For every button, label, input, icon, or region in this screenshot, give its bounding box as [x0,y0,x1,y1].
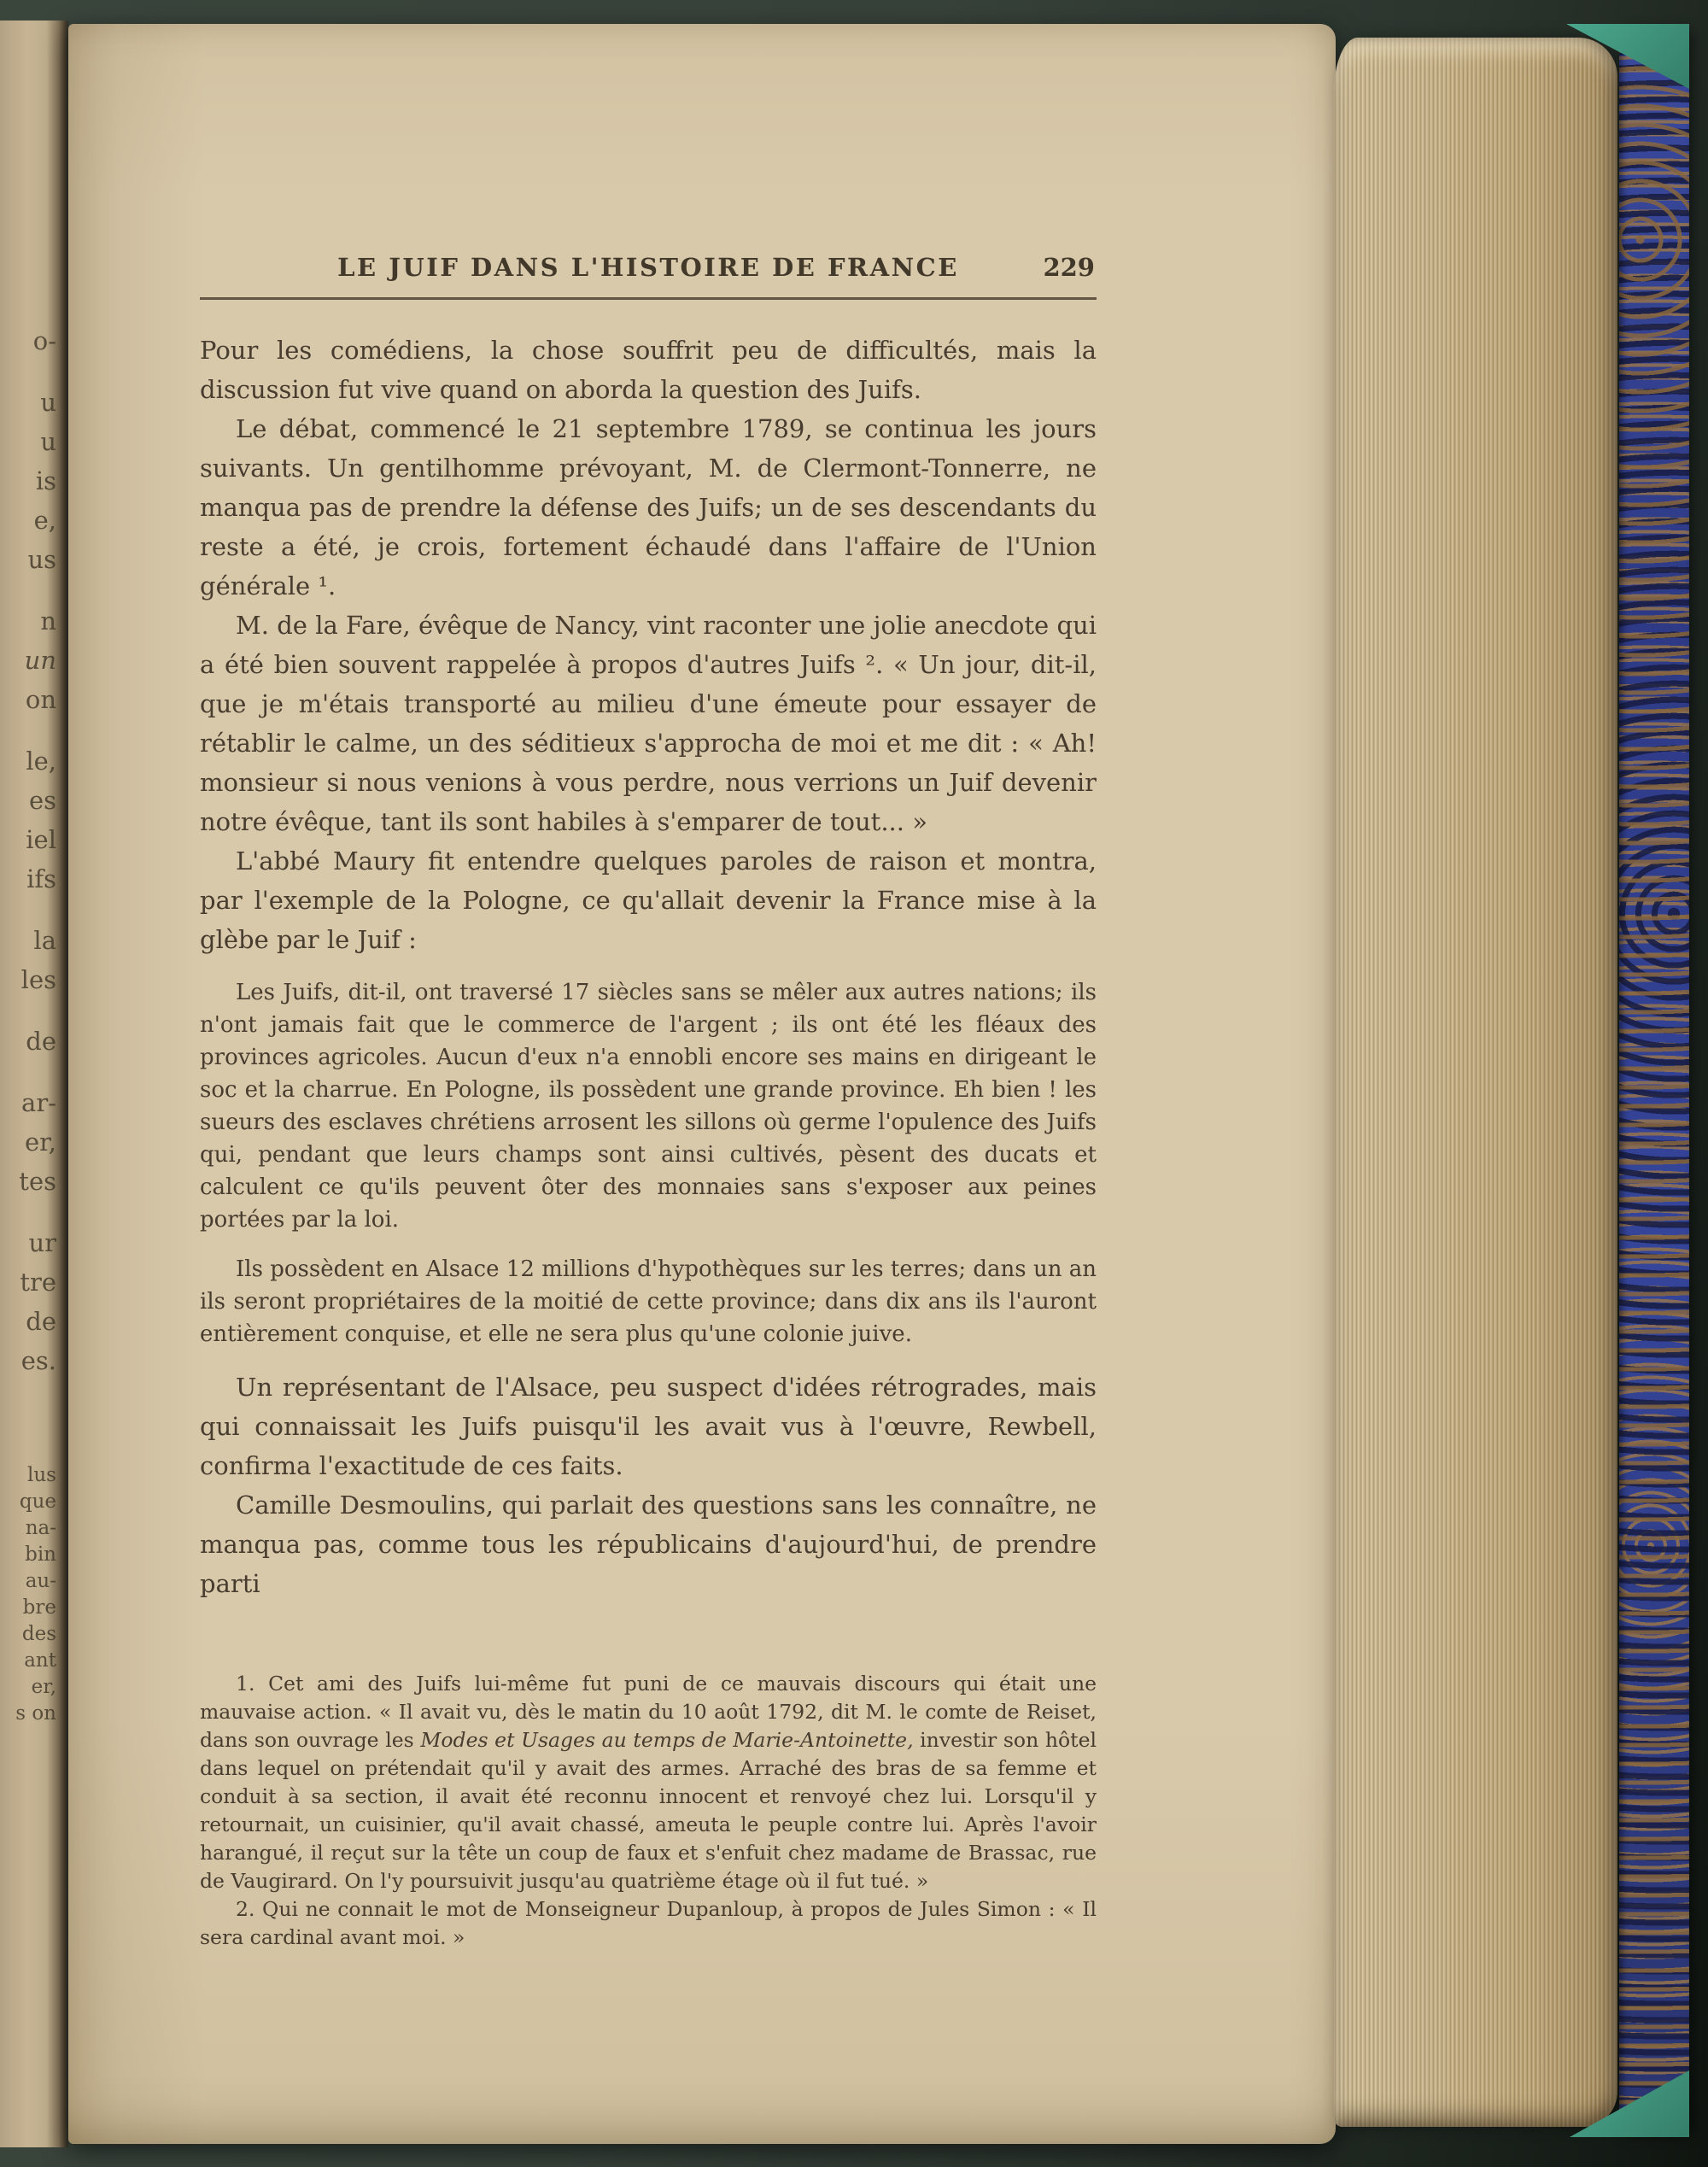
body-text [200,331,1097,1603]
paragraph: L'abbé Maury fit entendre quelques paroles de raison et montra, par l'exemple de la Pologne, ce qu'allait devenir la France mise à la glèbe par le Juif : [200,846,1097,954]
marbled-cover-edge [1619,29,1689,2135]
footnotes [200,1670,1097,1952]
text-fragment: er, [24,1127,56,1157]
text-fragment: es [28,786,56,815]
text-fragment: la [33,926,56,955]
text-fragment: au- [25,1570,56,1592]
running-head [200,253,1097,287]
paragraph: M. de la Fare, évêque de Nancy, vint raconter une jolie anecdote qui a été bien souvent rappelée à propos d'autres Juifs ². « Un jour, dit-il, que je m'étais transporté au milieu d'une émeute pour essayer de rétablir le calme, un des séditieux s'approcha de moi et me dit : « Ah! monsieur si nous venions à vous perdre, nous verrions un Juif devenir notre évêque, tant ils sont habiles à s'emparer de tout... » [200,611,1097,836]
text-fragment: des [21,1623,56,1645]
text-fragment: ar- [21,1088,56,1117]
block-quote: Les Juifs, dit-il, ont traversé 17 siècles sans se mêler aux autres nations; ils n'ont jamais fait que le commerce de l'argent ; ils ont été les fléaux des provinces agricoles. Aucun d'eux n'a ennobli encore ses mains en dirigeant le soc et la charrue. En Pologne, ils possèdent une grande province. Eh bien ! les sueurs des esclaves chrétiens arrosent les sillons où germe l'opulence des Juifs qui, pendant que leurs champs sont ainsi cultivés, pèsent des ducats et calculent ce qu'ils peuvent ôter des monnaies sans s'exposer aux peines portées par la loi. [200,980,1097,1233]
running-title: LE JUIF DANS L'HISTOIRE DE FRANCE [337,253,959,282]
footnote-1-italic-title: Modes et Usages au temps de Marie-Antoinette, [420,1728,914,1752]
text-fragment: e, [33,506,56,535]
text-fragment: lus [27,1464,56,1486]
text-fragment: tes [19,1167,56,1196]
paragraph: Un représentant de l'Alsace, peu suspect d'idées rétrogrades, mais qui connaissait les Juifs puisqu'il les avait vus à l'œuvre, Rewbell, confirma l'exactitude de ces faits. [200,1373,1097,1480]
text-fragment: n [40,606,56,635]
footnote-1 [200,1670,1097,1895]
footnote-1-text: 1. Cet ami des Juifs lui-même fut puni de ce mauvais discours qui était une mauvaise action. « Il avait vu, dès le matin du 10 août 1792, dit M. le comte de Reiset, dans son ouvrage les [200,1672,1097,1752]
previous-page-edge [0,20,68,2147]
text-fragment: es. [20,1346,56,1375]
page-stack-fore-edge [1334,38,1617,2127]
text-fragment: o- [32,326,56,355]
text-fragment: le, [26,747,56,776]
page-number: 229 [1043,253,1095,282]
text-fragment: on [25,685,56,714]
text-fragment: iel [26,825,56,854]
text-fragment: tre [20,1268,56,1297]
text-fragment: de [26,1027,56,1056]
header-rule [200,297,1097,300]
page-content [200,253,1097,1952]
paragraph: Le débat, commencé le 21 septembre 1789, se continua les jours suivants. Un gentilhomme prévoyant, M. de Clermont-Tonnerre, ne manqua pas de prendre la défense des Juifs; un de ses descendants du reste a été, je crois, fortement échaudé dans l'affaire de l'Union générale ¹. [200,414,1097,600]
text-fragment: les [20,965,56,994]
paragraph: Camille Desmoulins, qui parlait des questions sans les connaître, ne manqua pas, comme tous les républicains d'aujourd'hui, de prendre parti [200,1491,1097,1598]
text-fragment: u [40,388,56,417]
book-page [68,24,1336,2144]
footnote-2: 2. Qui ne connait le mot de Monseigneur Dupanloup, à propos de Jules Simon : « Il sera cardinal avant moi. » [200,1897,1097,1949]
footnote-1-text: investir son hôtel dans lequel on prétendait qu'il y avait des armes. Arraché des bras de sa femme et conduit à sa section, il avait été reconnu innocent et renvoyé chez lui. Lorsqu'il y retournait, un cuisinier, qu'il avait chassé, ameuta le peuple contre lui. Après l'avoir harangué, il reçut sur la tête un coup de faux et s'enfuit chez madame de Brassac, rue de Vaugirard. On l'y poursuivit jusqu'au quatrième étage où il fut tué. » [200,1728,1097,1893]
text-fragment: er, [31,1676,56,1698]
previous-page-text-fragments [0,321,68,1727]
text-fragment: ur [28,1228,56,1257]
block-quote: Ils possèdent en Alsace 12 millions d'hypothèques sur les terres; dans un an ils seront propriétaires de la moitié de cette province; dans dix ans ils l'auront entièrement conquise, et elle ne sera plus qu'une colonie juive. [200,1256,1097,1347]
text-fragment: s on [15,1702,56,1725]
text-fragment: de [26,1307,56,1336]
text-fragment: un [24,646,56,675]
text-fragment: bin [25,1543,56,1566]
text-fragment: bre [22,1596,56,1619]
paragraph: Pour les comédiens, la chose souffrit peu de difficultés, mais la discussion fut vive quand on aborda la question des Juifs. [200,336,1097,404]
text-fragment: na- [25,1517,56,1539]
text-fragment: ant [24,1649,56,1672]
text-fragment: ifs [26,864,56,893]
text-fragment: us [27,545,56,574]
text-fragment: u [40,427,56,456]
text-fragment: que [19,1491,56,1513]
text-fragment: is [35,466,56,495]
